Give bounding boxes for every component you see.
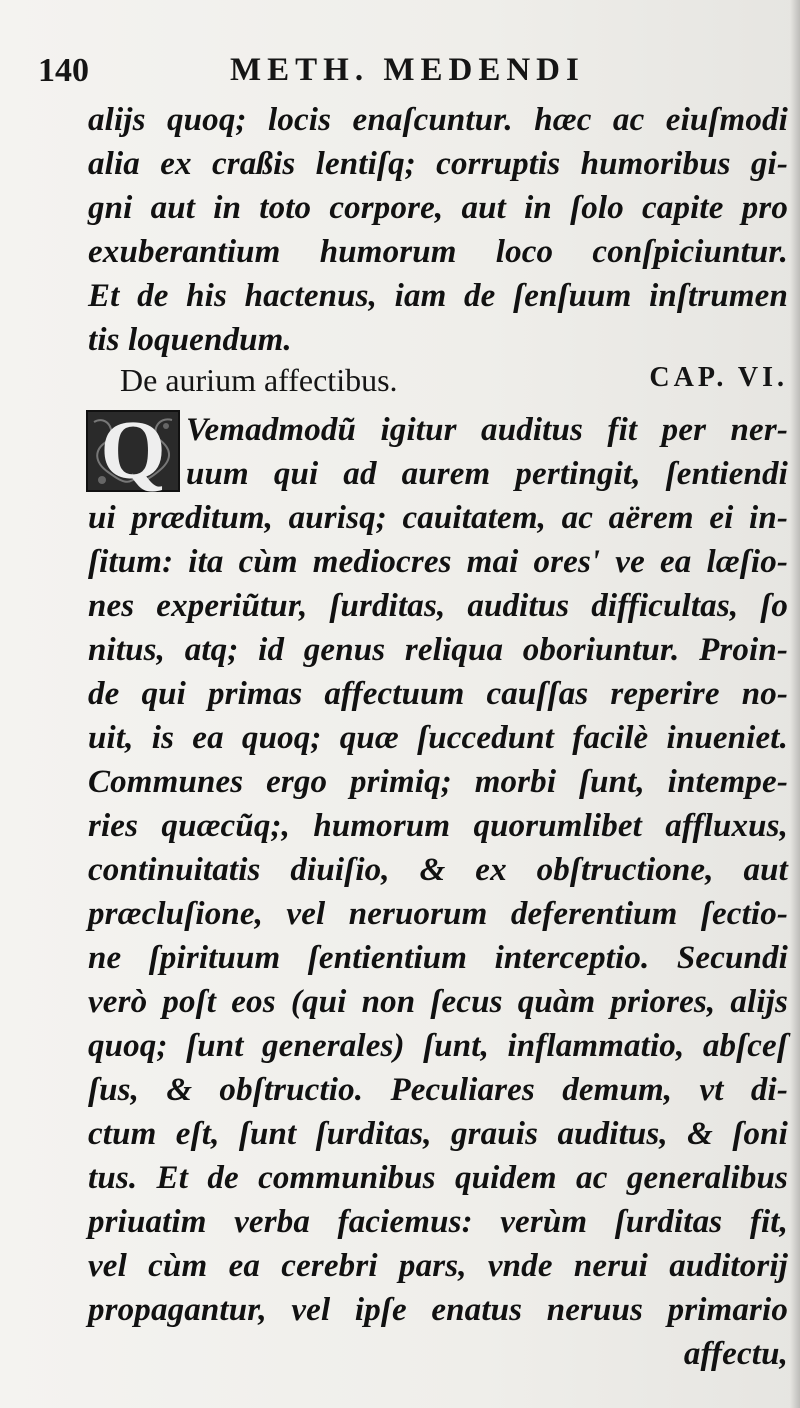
- page-edge-shadow: [790, 0, 800, 1408]
- text-line: ſitum: ita cùm mediocres mai ores' ve ea læſio-: [88, 544, 788, 580]
- text-line: quoq; ſunt generales) ſunt, inflammatio, abſceſ: [88, 1028, 788, 1064]
- text-line: ries quæcũq;, humorum quorumlibet affluxus,: [88, 808, 788, 844]
- text-line: de qui primas affectuum cauſſas reperire no-: [88, 676, 788, 712]
- chapter-title: De aurium affectibus.: [120, 362, 398, 398]
- text-line: continuitatis diuiſio, & ex obſtructione, aut: [88, 852, 788, 888]
- initial-letter: Q: [100, 404, 166, 497]
- text-line: nes experiũtur, ſurditas, auditus difficultas, ſo: [88, 588, 788, 624]
- text-line: Vemadmodũ igitur auditus fit per ner-: [186, 412, 788, 448]
- text-line: verò poſt eos (qui non ſecus quàm priores, aliјs: [88, 984, 788, 1020]
- text-line: ne ſpirituum ſentientium interceptio. Secundi: [88, 940, 788, 976]
- text-line: nitus, atq; id genus reliqua oboriuntur. Proin-: [88, 632, 788, 668]
- text-line: tis loquendum.: [88, 322, 292, 358]
- text-line: uit, is ea quoq; quæ ſuccedunt facilè inueniet.: [88, 720, 788, 756]
- text-line: ui præditum, aurisq; cauitatem, ac aërem ei in-: [88, 500, 788, 536]
- running-head: METH. MEDENDI: [230, 52, 585, 88]
- text-line: alia ex craßis lentiſq; corruptis humoribus gi-: [88, 146, 788, 182]
- paragraph-2: [88, 404, 788, 1376]
- text-line: gni aut in toto corpore, aut in ſolo capite pro: [88, 190, 788, 226]
- text-line: vel cùm ea cerebri pars, vnde nerui auditorij: [88, 1248, 788, 1284]
- text-line: Communes ergo primiq; morbi ſunt, intempe-: [88, 764, 788, 800]
- text-line: aliјs quoq; locis enaſcuntur. hæc ac eiuſmodi: [88, 102, 788, 138]
- text-line: tus. Et de communibus quidem ac generalibus: [88, 1160, 788, 1196]
- text-line: uum qui ad aurem pertingit, ſentiendi: [186, 456, 788, 492]
- text-line: præcluſione, vel neruorum deferentium ſectio-: [88, 896, 788, 932]
- catchword: affectu,: [683, 1336, 788, 1372]
- page-header: [38, 52, 790, 92]
- chapter-heading: [120, 362, 788, 406]
- page-number: 140: [38, 52, 89, 89]
- paragraph-1: [88, 98, 788, 362]
- text-line: propagantur, vel ipſe enatus neruus primario: [88, 1292, 788, 1328]
- text-line: exuberantium humorum loco conſpiciuntur.: [88, 234, 788, 270]
- text-line: priuatim verba faciemus: verùm ſurditas fit,: [88, 1204, 788, 1240]
- text-line: Et de his hactenus, iam de ſenſuum inſtrumen: [88, 278, 788, 314]
- text-line: ſus, & obſtructio. Peculiares demum, vt di-: [88, 1072, 788, 1108]
- text-line: ctum eſt, ſunt ſurditas, grauis auditus, & ſoni: [88, 1116, 788, 1152]
- chapter-number: CAP. VI.: [649, 362, 788, 393]
